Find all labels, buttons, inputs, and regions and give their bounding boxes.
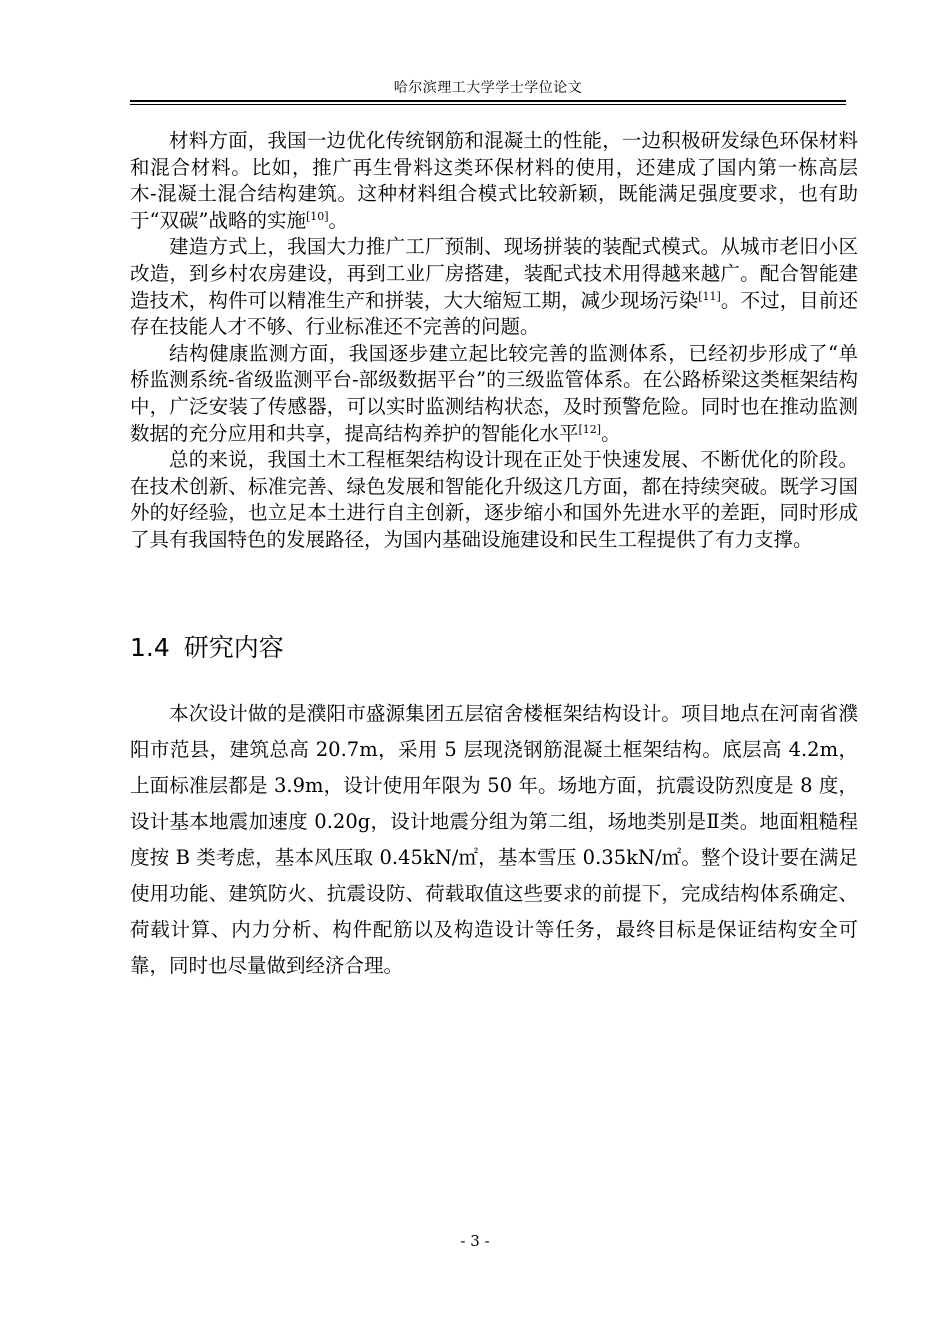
section-title: 研究内容 xyxy=(183,633,284,662)
research-content-body xyxy=(130,696,858,984)
citation-ref-12: [12] xyxy=(578,422,602,436)
paragraph-materials: 材料方面，我国一边优化传统钢筋和混凝土的性能，一边积极研发绿色环保材料和混合材料。比如，推广再生骨料这类环保材料的使用，还建成了国内第一栋高层木-混凝土混合结构建筑。这种材料组合模式比较新颖，既能满足强度要求，也有助于“双碳”战略的实施[10]。 xyxy=(130,129,858,232)
header-rule xyxy=(130,100,846,102)
citation-ref-11: [11] xyxy=(698,289,721,303)
background-section-body xyxy=(130,128,858,554)
section-number: 1.4 xyxy=(130,633,170,662)
running-header: 哈尔滨理工大学学士学位论文 xyxy=(393,80,583,96)
section-heading xyxy=(130,630,284,666)
header-rule-thin xyxy=(130,104,846,105)
page-number: - 3 - xyxy=(460,1232,490,1250)
paragraph-research-content: 本次设计做的是濮阳市盛源集团五层宿舍楼框架结构设计。项目地点在河南省濮阳市范县，建筑总高 20.7m，采用 5 层现浇钢筋混凝土框架结构。底层高 4.2m，上面标准层都是 3.9m，设计使用年限为 50 年。场地方面，抗震设防烈度是 8 度，设计基本地震加速度 0.20g，设计地震分组为第二组，场地类别是Ⅱ类。地面粗糙程度按 B 类考虑，基本风压取 0.45kN/㎡，基本雪压 0.35kN/㎡。整个设计要在满足使用功能、建筑防火、抗震设防、荷载取值这些要求的前提下，完成结构体系确定、荷载计算、内力分析、构件配筋以及构造设计等任务，最终目标是保证结构安全可靠，同时也尽量做到经济合理。 xyxy=(130,702,858,977)
paragraph-health-monitoring: 结构健康监测方面，我国逐步建立起比较完善的监测体系，已经初步形成了“单桥监测系统-省级监测平台-部级数据平台”的三级监管体系。在公路桥梁这类框架结构中，广泛安装了传感器，可以实时监测结构状态，及时预警危险。同时也在推动监测数据的充分应用和共享，提高结构养护的智能化水平[12]。 xyxy=(130,341,858,445)
paragraph-construction: 建造方式上，我国大力推广工厂预制、现场拼装的装配式模式。从城市老旧小区改造，到乡村农房建设，再到工业厂房搭建，装配式技术用得越来越广。配合智能建造技术，构件可以精准生产和拼装，大大缩短工期，减少现场污染[11]。不过，目前还存在技能人才不够、行业标准还不完善的问题。 xyxy=(130,235,858,339)
citation-ref-10: [10] xyxy=(305,209,329,223)
paragraph-summary: 总的来说，我国土木工程框架结构设计现在正处于快速发展、不断优化的阶段。在技术创新、标准完善、绿色发展和智能化升级这几方面，都在持续突破。既学习国外的好经验，也立足本土进行自主创新，逐步缩小和国外先进水平的差距，同时形成了具有我国特色的发展路径，为国内基础设施建设和民生工程提供了有力支撑。 xyxy=(130,448,858,551)
